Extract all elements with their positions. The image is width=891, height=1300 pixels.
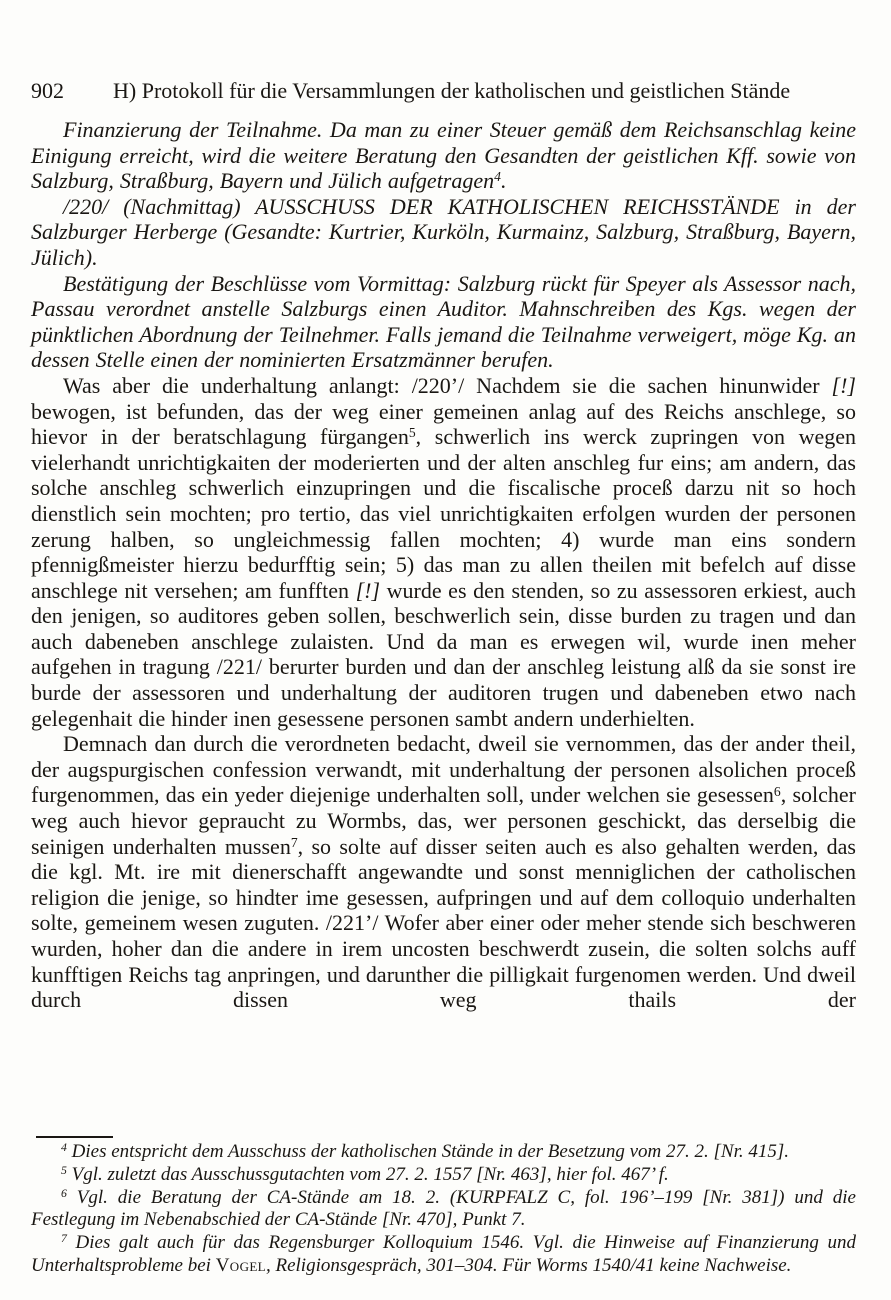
footnote-number: 7 xyxy=(61,1232,67,1246)
text-run: . xyxy=(500,168,507,194)
text-run: /220/ (Nachmittag) AUSSCHUSS DER KATHOLISCHEN REICHSSTÄNDE in der Salzburger Herberge (Gesandte: Kurtrier, Kurköln, Kurmainz, Salzburg, Straßburg, Bayern, Jülich). xyxy=(31,193,856,270)
running-header xyxy=(31,78,856,106)
text-run: , schwerlich ins werck zupringen von wegen vielerhandt unrichtigkaiten der moderierten und der alten anschleg fur eins; am andern, das solche anschleg schwerlich einzupringen und die fiscalische proceß darzu nit so hoch dienstlich sein mochten; pro tertio, das viel unrichtigkaiten erfolgen wurden der personen zerung halben, so ungleichmessig fallen mochten; 4) wurde man eins sondern pfennigßmeister hierzu bedurfftig sein; 5) das man zu allen theilen mit befelch auf disse anschlege nit versehen; am funfften xyxy=(31,424,856,603)
footnote-number: 6 xyxy=(61,1186,67,1200)
footnote-4 xyxy=(31,1141,856,1164)
author-smallcaps: Vogel xyxy=(215,1254,266,1276)
footnote-text-run: Vgl. zuletzt das Ausschussgutachten vom 27. 2. 1557 [Nr. 463], hier fol. 467’ f. xyxy=(71,1163,669,1185)
text-run: bewogen, ist befunden, das der weg einer gemeinen anlag auf des Reichs anschlege, so hievor in der beratschlagung fürgangen xyxy=(31,398,856,450)
footnote-text-run: Vgl. die Beratung der CA-Stände am 18. 2. (KURPFALZ C, fol. 196’–199 [Nr. 381]) und die Festlegung im Nebenabschied der CA-Stände [Nr. 470], Punkt 7. xyxy=(31,1186,856,1231)
main-text-block xyxy=(31,117,856,1013)
footnote-text-run: , Religionsgespräch, 301–304. Für Worms 1540/41 keine Nachweise. xyxy=(265,1254,792,1276)
footnote-7 xyxy=(31,1232,856,1278)
footnote-ref-6: 6 xyxy=(773,783,781,799)
text-run: Demnach dan durch die verordneten bedacht, dweil sie vernommen, das der ander theil, der augspurgischen confession verwandt, mit underhaltung der personen alsolichen proceß furgenommen, das ein yeder diejenige underhalten soll, under welchen sie gesessen xyxy=(31,731,856,808)
running-header-title: H) Protokoll für die Versammlungen der katholischen und geistlichen Stände xyxy=(113,78,791,103)
text-run: Bestätigung der Beschlüsse vom Vormittag: Salzburg rückt für Speyer als Assessor nach, Passau verordnet anstelle Salzburgs einen Auditor. Mahnschreiben des Kgs. wegen der pünktlichen Abordnung der Teilnehmer. Falls jemand die Teilnahme verweigert, möge Kg. an dessen Stelle einen der nominierten Ersatzmänner berufen. xyxy=(31,270,856,373)
sic-marker: [!] xyxy=(355,577,381,603)
paragraph-summary-bestaetigung xyxy=(31,271,856,373)
footnote-5 xyxy=(31,1164,856,1187)
page-number: 902 xyxy=(31,78,64,103)
footnote-text-run: Dies entspricht dem Ausschuss der katholischen Stände in der Besetzung vom 27. 2. [Nr. 415]. xyxy=(71,1141,790,1162)
sic-marker: [!] xyxy=(831,372,856,398)
footnote-ref-5: 5 xyxy=(408,425,416,441)
paragraph-session-heading xyxy=(31,194,856,271)
text-run: , so solte auf disser seiten auch es also gehalten werden, das die kgl. Mt. ire mit dienerschafft angewandte und sonst menniglichen der catholischen religion die jenige, so hindter ime gesessen, aufpringen und auf dem colloquio underhalten solte, gemeinem wesen zuguten. /221’/ Wofer aber einer oder meher stende sich beschweren wurden, hoher dan die andere in irem uncosten beschwerdt zusein, die solten solchs auff kunfftigen Reichs tag anpringen, und darunther die pilligkait furgenomen werden. Und dweil durch dissen weg thails der xyxy=(31,833,856,1013)
footnote-ref-7: 7 xyxy=(290,834,298,850)
footnote-number: 5 xyxy=(61,1163,67,1177)
footnotes-block xyxy=(31,1141,856,1278)
text-run: wurde es den stenden, so zu assessoren erkiest, auch den jenigen, so auditores geben sollen, beschwerlich sein, disse burden zu tragen und dan auch dabeneben anschlege zulaisten. Und da man es erwegen wil, wurde inen meher aufgehen in tragung /221/ berurter burden und dan der anschleg leistung alß da sie sonst ire burde der assessoren und underhaltung der auditoren trugen und dabeneben etwo nach gelegenhait die hinder inen gesessene personen sambt andern underhielten. xyxy=(31,577,856,731)
text-run: , solcher weg auch hievor gepraucht zu Wormbs, das, wer personen geschickt, das derselbig die seinigen underhalten mussen xyxy=(31,782,856,859)
text-run: Was aber die underhaltung anlangt: /220’/ Nachdem sie die sachen hinunwider xyxy=(63,372,832,398)
paragraph-summary-finanzierung xyxy=(31,117,856,194)
footnote-separator-rule xyxy=(36,1136,113,1138)
paragraph-protocol-underhaltung xyxy=(31,373,856,731)
footnote-text-run: Dies galt auch für das Regensburger Kolloquium 1546. Vgl. die Hinweise auf Finanzierung und Unterhaltsprobleme bei xyxy=(31,1232,856,1276)
text-run: Finanzierung der Teilnahme. Da man zu einer Steuer gemäß dem Reichsanschlag keine Einigung erreicht, wird die weitere Beratung den Gesandten der geistlichen Kff. sowie von Salzburg, Straßburg, Bayern und Jülich aufgetragen xyxy=(31,117,856,194)
footnote-number: 4 xyxy=(61,1141,67,1155)
footnote-6 xyxy=(31,1187,856,1233)
footnote-ref-4: 4 xyxy=(494,169,501,185)
paragraph-protocol-demnach xyxy=(31,731,856,1013)
